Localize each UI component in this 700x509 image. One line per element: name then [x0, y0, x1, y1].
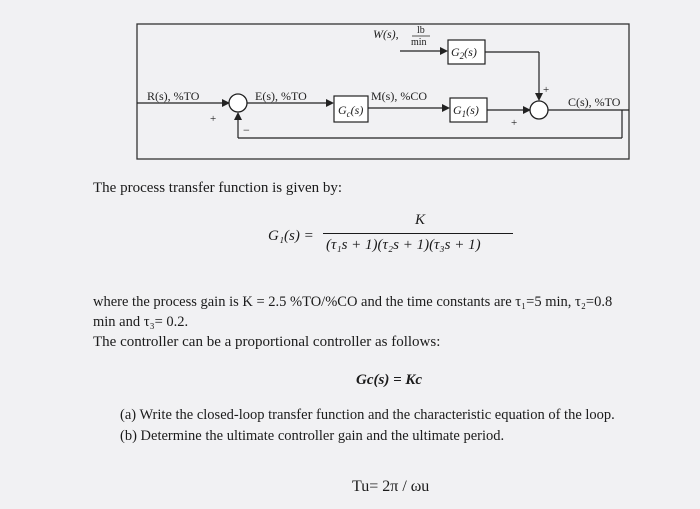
g1-equation-lhs: G₁(s) = [268, 228, 314, 244]
sum1-plus-sign: + [210, 113, 217, 125]
block-diagram [0, 0, 700, 170]
g1-fraction-bar [323, 233, 513, 234]
controller-block-label: $G_c(s)$ [338, 103, 364, 119]
arrow-into-gc [326, 99, 334, 107]
g1-denominator: (τ₁s + 1)(τ₂s + 1)(τ₃s + 1) [326, 237, 481, 253]
disturbance-unit-num: lb [417, 25, 425, 36]
gc-equation: Gc(s) = Kc [356, 372, 423, 388]
g1-numerator: K [415, 212, 426, 228]
disturbance-block-label: $G_2(s)$ [451, 45, 477, 61]
disturbance-label: W(s), [373, 27, 399, 41]
process-block-label: $G_1(s)$ [453, 103, 479, 119]
question-b: (b) Determine the ultimate controller gain and the ultimate period. [120, 428, 505, 444]
controller-line: The controller can be a proportional controller as follows: [93, 334, 441, 350]
input-label: R(s), %TO [147, 89, 200, 103]
sum1-minus-sign: − [243, 123, 250, 137]
sum2-plus-bottom-sign: + [511, 117, 518, 129]
ultimate-period-equation: Tu= 2π / ωu [352, 478, 430, 495]
error-label: E(s), %TO [255, 89, 307, 103]
arrow-into-g1 [442, 104, 450, 112]
params-line-1: where the process gain is K = 2.5 %TO/%CO and the time constants are τ₁=5 min, τ₂=0.8 [93, 294, 613, 310]
intro-text: The process transfer function is given by: [93, 180, 343, 196]
sum2-plus-top-sign: + [543, 84, 550, 96]
output-label: C(s), %TO [568, 95, 621, 109]
summing-junction-2 [530, 101, 548, 119]
manipulated-label: M(s), %CO [371, 89, 427, 103]
arrow-into-g2 [440, 47, 448, 55]
disturbance-unit-den: min [411, 37, 427, 48]
arrow-into-sum1-bottom [234, 112, 242, 120]
arrow-into-sum2-top [535, 93, 543, 101]
question-a: (a) Write the closed-loop transfer function and the characteristic equation of the loop. [120, 407, 615, 423]
summing-junction-1 [229, 94, 247, 112]
params-line-2: min and τ₃= 0.2. [93, 314, 189, 330]
